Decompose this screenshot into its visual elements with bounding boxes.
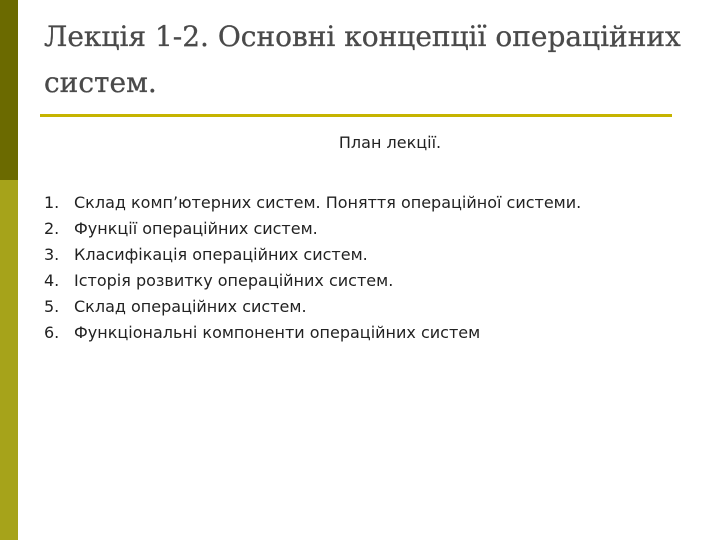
plan-item-5	[44, 294, 664, 320]
plan-item-number: 4.	[44, 271, 60, 290]
plan-item-number: 3.	[44, 245, 60, 264]
plan-item-6	[44, 320, 664, 346]
title-underline	[40, 114, 672, 117]
plan-item-text: Склад комп’ютерних систем. Поняття операційної системи.	[74, 193, 582, 212]
plan-item-number: 1.	[44, 193, 60, 212]
plan-item-text: Функціональні компоненти операційних систем	[74, 323, 481, 342]
plan-subtitle: План лекції.	[338, 133, 442, 152]
plan-item-number: 6.	[44, 323, 60, 342]
slide-title: Лекція 1-2. Основні концепції операційних систем.	[44, 20, 681, 99]
plan-list	[44, 190, 664, 346]
plan-item-4	[44, 268, 664, 294]
plan-item-2	[44, 216, 664, 242]
plan-item-text: Історія розвитку операційних систем.	[74, 271, 394, 290]
sidebar-accent-dark	[0, 0, 18, 180]
plan-item-number: 5.	[44, 297, 60, 316]
plan-item-text: Склад операційних систем.	[74, 297, 307, 316]
sidebar-accent-light	[0, 180, 18, 540]
plan-item-text: Класифікація операційних систем.	[74, 245, 368, 264]
plan-item-1	[44, 190, 664, 216]
plan-item-3	[44, 242, 664, 268]
plan-item-number: 2.	[44, 219, 60, 238]
plan-item-text: Функції операційних систем.	[74, 219, 318, 238]
